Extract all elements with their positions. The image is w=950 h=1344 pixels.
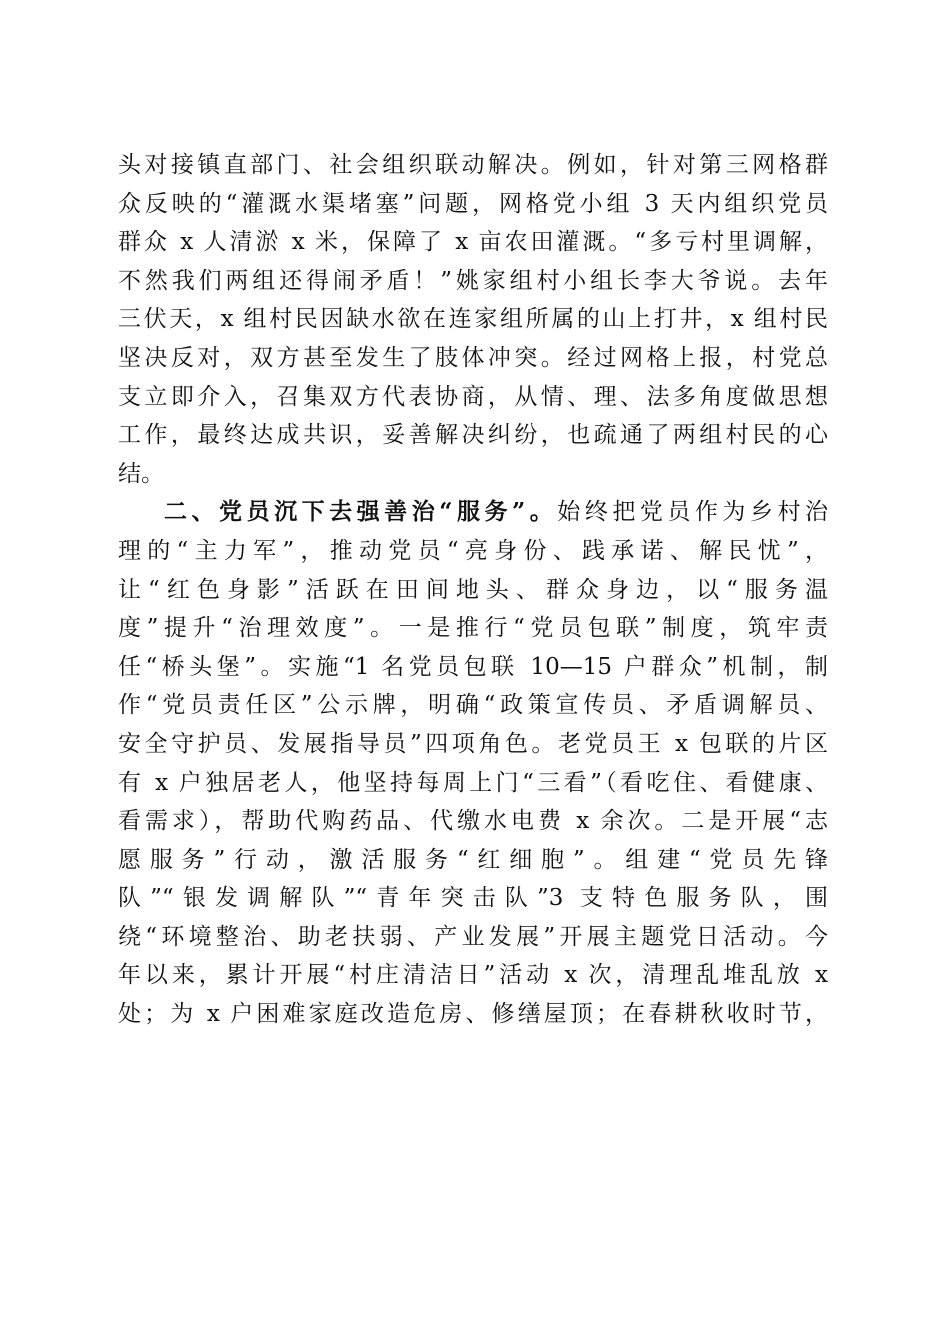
paragraph-2-line-12: 绕“环境整治、助老扶弱、产业发展”开展主题党日活动。今 [118, 923, 828, 950]
paragraph-2-line-6: 作“党员责任区”公示牌，明确“政策宣传员、矛盾调解员、 [118, 692, 828, 719]
paragraph-2-line-2: 理的“主力军”，推动党员“亮身份、践承诺、解民忧”， [118, 537, 828, 564]
paragraph-2-line-8: 有 x 户独居老人，他坚持每周上门“三看”（看吃住、看健康、 [118, 769, 828, 796]
paragraph-2-line-4: 度”提升“治理效度”。一是推行“党员包联”制度，筑牢责 [118, 615, 828, 642]
body-text [118, 146, 828, 1034]
paragraph-2-line-13: 年以来，累计开展“村庄清洁日”活动 x 次，清理乱堆乱放 x [118, 962, 828, 989]
paragraph-2-line-7: 安全守护员、发展指导员”四项角色。老党员王 x 包联的片区 [118, 730, 828, 757]
paragraph-1-line-6: 坚决反对，双方甚至发生了肢体冲突。经过网格上报，村党总 [118, 344, 828, 371]
paragraph-1-line-2: 众反映的“灌溉水渠堵塞”问题，网格党小组 3 天内组织党员 [118, 190, 828, 217]
paragraph-2-line-14: 处；为 x 户困难家庭改造危房、修缮屋顶；在春耕秋收时节， [118, 1001, 828, 1028]
paragraph-2-first-line [118, 493, 828, 532]
paragraph-1-line-9: 结。 [118, 460, 164, 487]
paragraph-1-line-4: 不然我们两组还得闹矛盾！”姚家组村小组长李大爷说。去年 [118, 267, 828, 294]
paragraph-2-line-10: 愿服务”行动，激活服务“红细胞”。组建“党员先锋 [118, 846, 828, 873]
paragraph-2-line-3: 让“红色身影”活跃在田间地头、群众身边，以“服务温 [118, 576, 828, 603]
paragraph-1-line-3: 群众 x 人清淤 x 米，保障了 x 亩农田灌溉。“多亏村里调解， [118, 229, 828, 256]
paragraph-2-line-1-rest: 始终把党员作为乡村治 [557, 499, 828, 526]
paragraph-1-line-1: 头对接镇直部门、社会组织联动解决。例如，针对第三网格群 [118, 152, 828, 178]
paragraph-1-line-8: 工作，最终达成共识，妥善解决纠纷，也疏通了两组村民的心 [118, 422, 828, 449]
paragraph-2-line-9: 看需求），帮助代购药品、代缴水电费 x 余次。二是开展“志 [118, 808, 828, 835]
paragraph-2-line-5: 任“桥头堡”。实施“1 名党员包联 10—15 户群众”机制，制 [118, 653, 828, 680]
paragraph-2-line-11: 队”“银发调解队”“青年突击队”3 支特色服务队，围 [118, 885, 828, 912]
paragraph-1-line-7: 支立即介入，召集双方代表协商，从情、理、法多角度做思想 [118, 383, 828, 410]
paragraph-1-line-5: 三伏天，x 组村民因缺水欲在连家组所属的山上打井，x 组村民 [118, 306, 828, 333]
section-heading: 二、党员沉下去强善治“服务”。 [164, 498, 558, 526]
